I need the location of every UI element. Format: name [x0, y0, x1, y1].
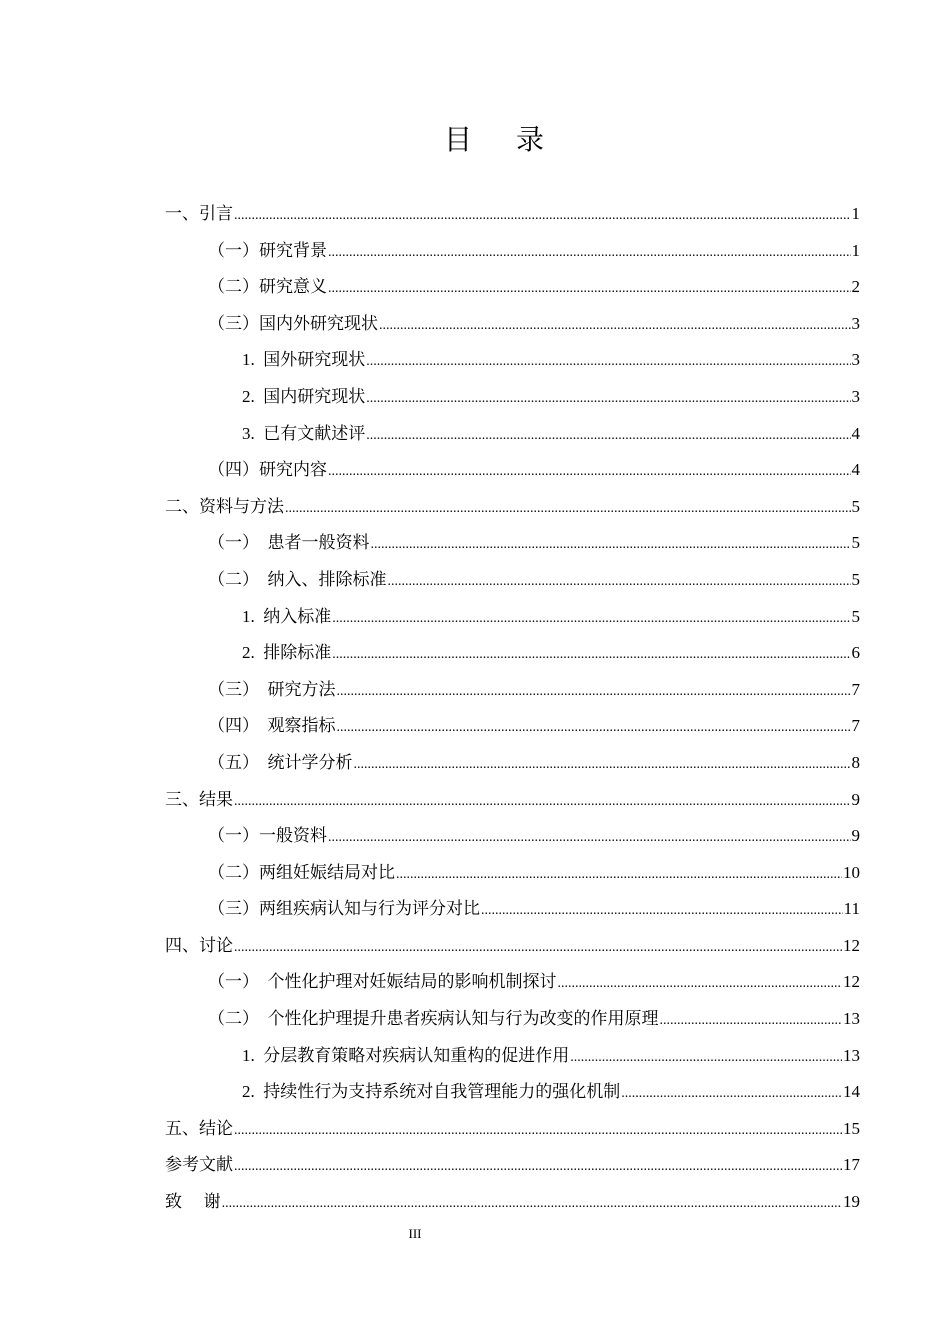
toc-leader-dots	[332, 637, 850, 674]
toc-leader-dots	[337, 674, 851, 711]
toc-entry-label: （四）研究内容	[208, 460, 327, 480]
toc-entry-label: 2. 国内研究现状	[242, 386, 366, 406]
toc-leader-dots	[332, 601, 850, 638]
toc-entry[interactable]	[165, 672, 860, 709]
toc-entry[interactable]	[165, 1147, 860, 1184]
toc-entry[interactable]	[165, 928, 860, 965]
toc-entry-page: 8	[851, 752, 860, 772]
toc-entry-page: 11	[843, 899, 860, 919]
toc-leader-dots	[660, 1003, 843, 1040]
table-of-contents	[165, 196, 860, 1221]
toc-entry-page: 7	[851, 716, 860, 736]
toc-entry-page: 13	[843, 1045, 860, 1065]
toc-leader-dots	[328, 271, 851, 308]
toc-leader-dots	[366, 381, 850, 418]
toc-entry-page: 19	[843, 1192, 860, 1212]
toc-entry-page: 17	[843, 1155, 860, 1175]
toc-entry-page: 5	[851, 496, 860, 516]
toc-entry-page: 6	[851, 643, 860, 663]
toc-entry[interactable]	[165, 745, 860, 782]
toc-leader-dots	[366, 418, 850, 455]
toc-entry-page: 15	[843, 1118, 860, 1138]
toc-entry[interactable]	[165, 1111, 860, 1148]
toc-entry[interactable]	[165, 306, 860, 343]
toc-entry-label: 参考文献	[165, 1155, 233, 1176]
toc-entry[interactable]	[165, 233, 860, 270]
toc-entry-page: 12	[843, 972, 860, 992]
toc-entry-page: 13	[843, 1009, 860, 1029]
toc-entry-label: 2. 持续性行为支持系统对自我管理能力的强化机制	[242, 1082, 621, 1102]
toc-entry-label: （二） 个性化护理提升患者疾病认知与行为改变的作用原理	[208, 1009, 659, 1029]
toc-entry[interactable]	[165, 818, 860, 855]
toc-entry-page: 9	[851, 789, 860, 809]
toc-entry[interactable]	[165, 1184, 860, 1221]
toc-entry[interactable]	[165, 416, 860, 453]
toc-entry[interactable]	[165, 635, 860, 672]
toc-entry[interactable]	[165, 964, 860, 1001]
toc-entry-label: 1. 分层教育策略对疾病认知重构的促进作用	[242, 1045, 570, 1065]
toc-entry-label: 3. 已有文献述评	[242, 423, 366, 443]
toc-entry-label: （五） 统计学分析	[208, 752, 353, 772]
toc-entry-page: 3	[851, 386, 860, 406]
toc-leader-dots	[234, 1113, 842, 1150]
toc-entry-page: 5	[851, 606, 860, 626]
toc-leader-dots	[337, 710, 851, 747]
toc-entry-label: （二）研究意义	[208, 277, 327, 297]
toc-entry-page: 5	[851, 533, 860, 553]
toc-entry-page: 4	[851, 460, 860, 480]
toc-entry-label: 三、结果	[165, 789, 233, 810]
toc-entry-label: 1. 国外研究现状	[242, 350, 366, 370]
toc-entry-label: （一）一般资料	[208, 826, 327, 846]
toc-leader-dots	[558, 966, 843, 1003]
toc-leader-dots	[328, 820, 851, 857]
toc-entry-label: （二）两组妊娠结局对比	[208, 862, 395, 882]
toc-entry[interactable]	[165, 196, 860, 233]
toc-leader-dots	[354, 747, 851, 784]
toc-entry[interactable]	[165, 855, 860, 892]
toc-leader-dots	[234, 198, 851, 235]
toc-leader-dots	[234, 930, 842, 967]
toc-leader-dots	[285, 491, 851, 528]
toc-leader-dots	[328, 454, 851, 491]
toc-entry-label: （三） 研究方法	[208, 679, 336, 699]
toc-entry-page: 9	[851, 826, 860, 846]
toc-entry-label: （二） 纳入、排除标准	[208, 569, 387, 589]
toc-entry-label: 2. 排除标准	[242, 643, 332, 663]
toc-entry[interactable]	[165, 342, 860, 379]
toc-entry-page: 12	[843, 935, 860, 955]
toc-entry-label: （一） 个性化护理对妊娠结局的影响机制探讨	[208, 972, 557, 992]
toc-entry[interactable]	[165, 1001, 860, 1038]
toc-entry-label: 一、引言	[165, 204, 233, 224]
toc-entry-page: 3	[851, 350, 860, 370]
toc-entry-label: （一） 患者一般资料	[208, 533, 370, 553]
toc-entry[interactable]	[165, 525, 860, 562]
toc-entry-label: （三）国内外研究现状	[208, 313, 378, 333]
toc-entry[interactable]	[165, 1038, 860, 1075]
toc-title-char-1: 目	[443, 123, 472, 156]
toc-entry[interactable]	[165, 562, 860, 599]
toc-leader-dots	[328, 235, 851, 272]
toc-entry[interactable]	[165, 891, 860, 928]
toc-entry-page: 1	[851, 240, 860, 260]
toc-leader-dots	[621, 1076, 842, 1113]
toc-entry[interactable]	[165, 599, 860, 636]
toc-entry-page: 5	[851, 569, 860, 589]
toc-entry-page: 3	[851, 313, 860, 333]
toc-entry[interactable]	[165, 452, 860, 489]
toc-entry-page: 2	[851, 277, 860, 297]
toc-entry-label: 二、资料与方法	[165, 496, 284, 517]
toc-leader-dots	[222, 1186, 842, 1223]
toc-entry-label: 致 谢	[165, 1192, 221, 1213]
toc-entry-page: 14	[843, 1082, 860, 1102]
toc-entry-page: 10	[843, 862, 860, 882]
toc-entry-label: （三）两组疾病认知与行为评分对比	[208, 899, 480, 919]
toc-entry-label: 1. 纳入标准	[242, 606, 332, 626]
toc-title-char-2: 录	[516, 123, 545, 156]
toc-leader-dots	[396, 857, 842, 894]
toc-leader-dots	[481, 893, 843, 930]
toc-leader-dots	[379, 308, 851, 345]
toc-entry-page: 4	[851, 423, 860, 443]
toc-entry[interactable]	[165, 1074, 860, 1111]
toc-title	[0, 118, 950, 158]
page-number: III	[408, 1226, 422, 1241]
toc-entry-label: （四） 观察指标	[208, 716, 336, 736]
toc-entry[interactable]	[165, 269, 860, 306]
toc-entry[interactable]	[165, 782, 860, 819]
toc-leader-dots	[388, 564, 851, 601]
toc-entry[interactable]	[165, 708, 860, 745]
toc-leader-dots	[234, 784, 851, 821]
toc-entry-page: 7	[851, 679, 860, 699]
toc-entry[interactable]	[165, 379, 860, 416]
toc-entry-page: 1	[851, 204, 860, 223]
toc-leader-dots	[570, 1040, 842, 1077]
toc-entry-label: （一）研究背景	[208, 240, 327, 260]
toc-entry-label: 五、结论	[165, 1118, 233, 1139]
toc-leader-dots	[234, 1149, 842, 1186]
toc-leader-dots	[371, 527, 851, 564]
toc-entry[interactable]	[165, 489, 860, 526]
toc-entry-label: 四、讨论	[165, 935, 233, 956]
toc-leader-dots	[366, 344, 850, 381]
